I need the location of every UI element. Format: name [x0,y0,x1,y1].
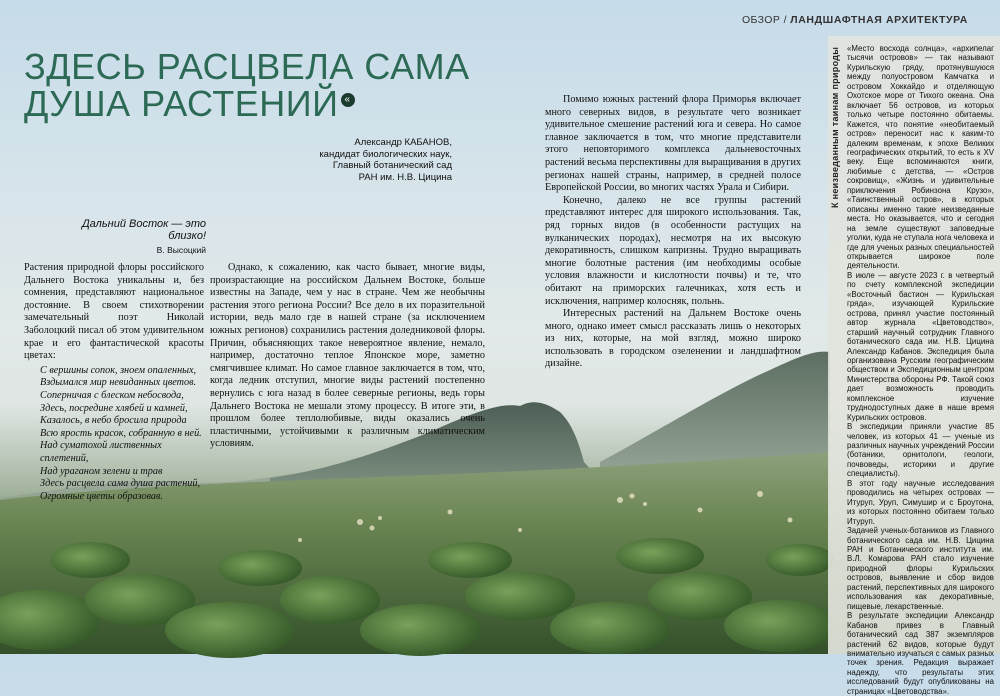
sidebar-paragraph-4: В этот году научные исследования проводились на четырех островах — Итуруп, Уруп, Симушир и с Броутона, из которых постоянно обитаем только Итуруп. [847,478,994,526]
poem-line: Над ураганом зелени и трав [40,465,163,477]
author-block [192,137,452,183]
col3-paragraph-1: Помимо южных растений флора Приморья включает много северных видов, в результате чего возникает удивительное смешение растений юга и севера. Но самое главное заключается в том, что многие представители этого неповторимого комплекса дальневосточных растений весьма перспективны для выращивания в других регионах нашей страны, например, в средней полосе Европейской России, во многих частях Урала и Сибири. [545,94,801,194]
poem-line: Огромные цветы образовав. [40,490,163,502]
poem-line: С вершины сопок, зноем опаленных, [40,364,197,376]
col3-paragraph-3: Интересных растений на Дальнем Востоке очень много, однако имеет смысл рассказать лишь о некоторых из них, которые, на мой взгляд, можно широко использовать в городском озеленении и ландшафтном дизайне. [545,308,801,370]
section-header [742,14,968,26]
poem-block [24,365,204,504]
author-org: Главный ботанический сад [332,160,452,171]
epigraph-quote: Дальний Восток — это близко! [81,218,206,242]
rubric-label: ЛАНДШАФТНАЯ АРХИТЕКТУРА [790,14,968,26]
body-column-2 [210,262,485,451]
poem-line: Над суматохой лиственных сплетений, [40,440,162,464]
col1-paragraph: Растения природной флоры российского Дальнего Востока уникальны и, без сомнения, представляют национальное достояние. В своем стихотворении замечательный поэт Николай Заболоцкий писал об этом удивительном крае и его фантастической красоты цветах: [24,262,204,362]
col3-paragraph-2: Конечно, далеко не все группы растений представляют интерес для широкого использования. Так, ряд горных видов (в особенности растущих на вулканических породах), несмотря на их высокую декоративность, слишком капризны. Трудно выращивать многие болотные растения (им необходимы особые условия влажности и кислотности почвы) и те, что обитают на приморских галечниках, хотя есть и исключения, например колосняк, польнь. [545,194,801,307]
section-label: ОБЗОР [741,14,781,26]
epigraph [46,218,206,255]
article-title [24,48,484,122]
poem-line: Всю ярость красок, собранную в ней. [40,427,202,439]
body-column-3 [545,94,801,371]
sidebar-paragraph-2: В июле — августе 2023 г. в четвертый по счету комплексной экспедиции «Восточный бастион — Курильская гряда», изучающей Курильские острова, принял участие постоянный автор журнала «Цветоводство», старший научный сотрудник Главного ботанического сада им. Н.В. Цицина Александр Кабанов. Экспедиция была организована Русским географическим обществом и Экспедиционным центром Министерства обороны РФ. Такой союз дает возможность проводить комплексное изучение труднодоступных даже в наше время Курильских островов. [847,270,994,422]
body-column-1 [24,262,204,503]
poem-line: Вздымался мир невиданных цветов. [40,377,197,389]
author-degree: кандидат биологических наук, [319,148,452,160]
epigraph-source: В. Высоцкий [156,245,206,255]
chevron-mark-icon: « [341,93,355,107]
sidebar-paragraph-3: В экспедиции приняли участие 85 человек, из которых 41 — ученые из различных научных учреждений России (ботаники, орнитологи, геологи, почвоведы, историки и другие специалисты). [847,422,994,479]
sidebar-paragraph-5: Задачей ученых-ботаников из Главного ботанического сада им. Н.В. Цицина РАН и Ботанического института им. В.Л. Комарова РАН стало изучение природной флоры Курильских островов, выявление и сбор видов растений, перспективных для широкого использования как декоративные, пищевые, лекарственные. [847,526,994,611]
col2-paragraph: Однако, к сожалению, как часто бывает, многие виды, произрастающие на российском Дальнем Востоке, больше известны на Западе, чем у нас в стране. Чем же необычны растения этого региона России? Все дело в их поразительной истории, ведь мало где в нашей стране (за исключением южных регионов) сохранились растения доледниковой флоры. Причин, объясняющих такое невероятное явление, немало, например, достаточно теплое Японское море, заметно смягчившее климат. Но самое главное заключается в том, что, когда ледник отступил, многие виды растений постепенно вернулись с юга назад в более северные регионы, ведь горы Дальнего Востока не мешали этому процессу. В итоге эти, в прошлом более теплолюбивые, виды оказались очень пластичными, устойчивыми к различным климатическим условиям. [210,262,485,450]
title-line-1: ЗДЕСЬ РАСЦВЕЛА САМА [24,46,470,87]
poem-line: Соперничая с блеском небосвода, [40,389,184,401]
sidebar-paragraph-1: «Место восхода солнца», «архипелаг тысячи островов» — так называют Курильскую гряду, протянувшуюся между полуостровом Камчатка и островом Хоккайдо и отделяющую Охотское море от Тихого океана. Она включает 56 островов, из которых только четыре постоянно обитаемы. Кажется, что понятие «необитаемый остров» переносит нас к каким-то далеким временам, к эпохе Великих географических открытий, то есть к XV веку. Еще вспоминаются книги, любимые с детства, — «Остров сокровищ», «Жизнь и удивительные приключения Робинзона Крузо», «Таинственный остров», в которых описаны именно такие неизведанные места. Но оказывается, что и сегодня на земле существуют заповедные уголки, куда не ступала нога человека и где для ученых разных специальностей открывается широкое поле деятельности. [847,44,994,271]
poem-line: Здесь, посредине хлябей и камней, [40,402,188,414]
author-name: Александр КАБАНОВ, [354,137,452,148]
header-separator: / [783,14,787,26]
sidebar-text [847,44,994,696]
sidebar-vertical-tag [828,36,844,216]
poem-line: Казалось, в небо бросила природа [40,415,187,427]
sidebar-tag-label: К неизведанным таинам природы [830,46,840,208]
author-org-2: РАН им. Н.В. Цицина [358,171,452,183]
poem-line: Здесь расцвела сама душа растений, [40,478,200,490]
sidebar-paragraph-6: В результате экспедиции Александр Кабанов привез в Главный ботанический сад 387 экземпляров растений 62 видов, которые будут внимательно изучаться с самых разных точек зрения. Редакция выражает надежду, что результаты этих исследований будут опубликованы на страницах «Цветоводства». [847,611,994,696]
title-line-2: ДУША РАСТЕНИЙ [24,83,339,124]
